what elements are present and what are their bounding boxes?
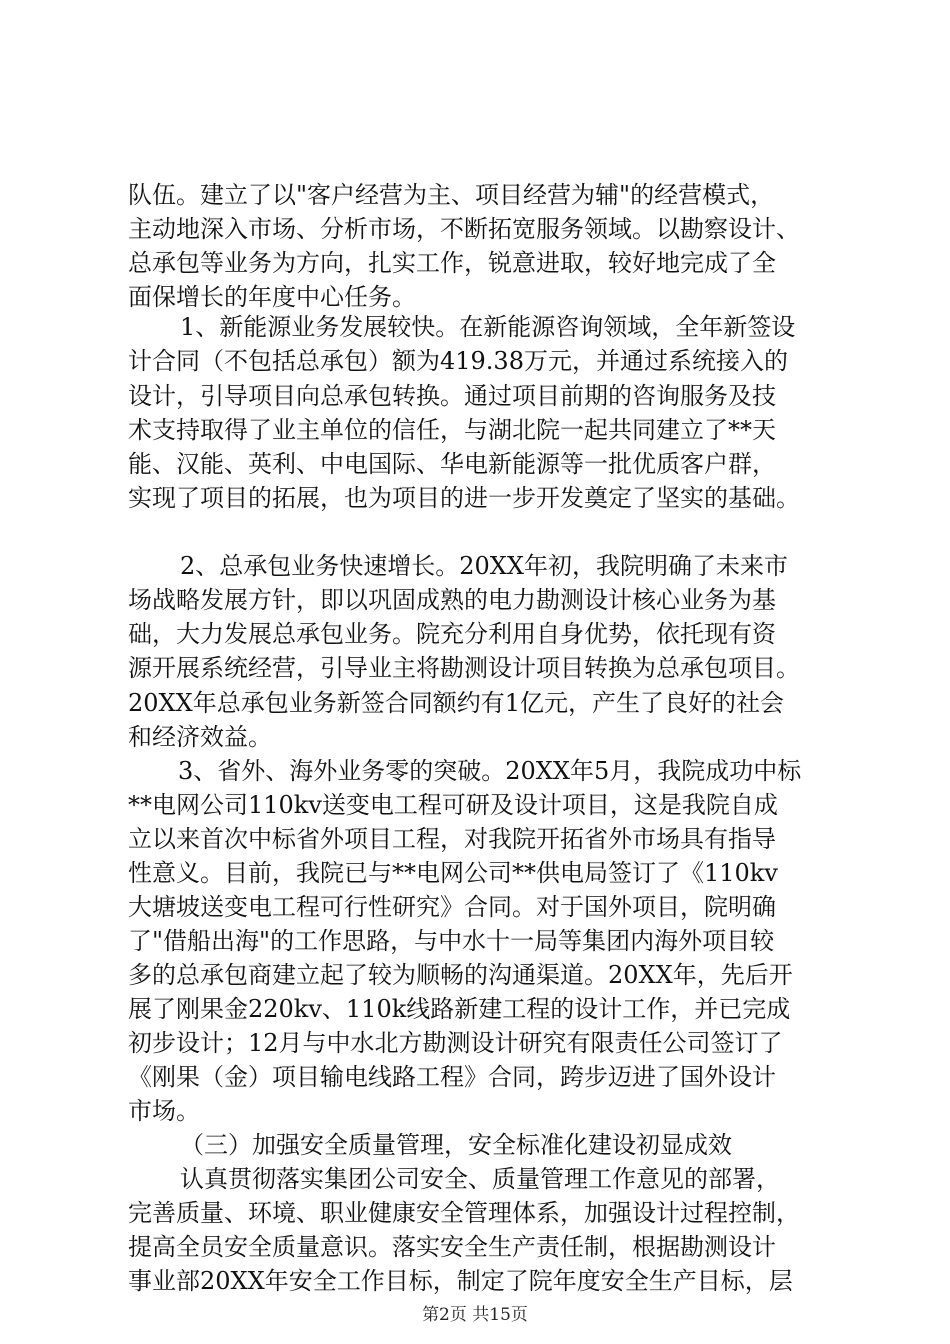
text-line: 提高全员安全质量意识。落实安全生产责任制，根据勘测设计 (128, 1233, 776, 1261)
text-line: 立以来首次中标省外项目工程，对我院开拓省外市场具有指导 (128, 825, 776, 853)
text-line: 和经济效益。 (128, 723, 272, 751)
text-line: 3、省外、海外业务零的突破。20XX年5月，我院成功中标 (178, 757, 802, 785)
text-line: 能、汉能、英利、中电国际、华电新能源等一批优质客户群， (128, 450, 776, 478)
text-line: 展了刚果金220kv、110k线路新建工程的设计工作，并已完成 (128, 995, 791, 1023)
text-line: 1、新能源业务发展较快。在新能源咨询领域，全年新签设 (180, 313, 796, 341)
text-line: 实现了项目的拓展，也为项目的进一步开发奠定了坚实的基础。 (128, 484, 800, 512)
section-heading: （三）加强安全质量管理，安全标准化建设初显成效 (180, 1131, 732, 1159)
text-line: 础，大力发展总承包业务。院充分利用自身优势，依托现有资 (128, 620, 776, 648)
text-line: 主动地深入市场、分析市场，不断拓宽服务领域。以勘察设计、 (128, 215, 800, 243)
text-line: 认真贯彻落实集团公司安全、质量管理工作意见的部署， (180, 1165, 780, 1193)
text-line: 事业部20XX年安全工作目标，制定了院年度安全生产目标，层 (128, 1267, 793, 1295)
text-line: 大塘坡送变电工程可行性研究》合同。对于国外项目，院明确 (128, 893, 776, 921)
text-line: **电网公司110kv送变电工程可研及设计项目，这是我院自成 (128, 791, 778, 819)
text-line: 场战略发展方针，即以巩固成熟的电力勘测设计核心业务为基 (128, 586, 776, 614)
text-line: 了"借船出海"的工作思路，与中水十一局等集团内海外项目较 (128, 927, 775, 955)
text-line: 2、总承包业务快速增长。20XX年初，我院明确了未来市 (180, 552, 788, 580)
text-line: 市场。 (128, 1097, 200, 1125)
text-line: 设计，引导项目向总承包转换。通过项目前期的咨询服务及技 (128, 382, 776, 410)
text-line: 初步设计；12月与中水北方勘测设计研究有限责任公司签订了 (128, 1029, 783, 1057)
text-line: 计合同（不包括总承包）额为419.38万元，并通过系统接入的 (128, 347, 788, 375)
text-line: 总承包等业务为方向，扎实工作，锐意进取，较好地完成了全 (128, 249, 776, 277)
text-line: 源开展系统经营，引导业主将勘测设计项目转换为总承包项目。 (128, 654, 800, 682)
text-line: 队伍。建立了以"客户经营为主、项目经营为辅"的经营模式， (128, 181, 775, 209)
text-line: 性意义。目前，我院已与**电网公司**供电局签订了《110kv (128, 859, 778, 887)
text-line: 面保增长的年度中心任务。 (128, 283, 416, 311)
text-line: 多的总承包商建立起了较为顺畅的沟通渠道。20XX年，先后开 (128, 961, 793, 989)
text-line: 20XX年总承包业务新签合同额约有1亿元，产生了良好的社会 (128, 689, 784, 717)
text-line: 术支持取得了业主单位的信任，与湖北院一起共同建立了**天 (128, 416, 776, 444)
text-line: 《刚果（金）项目输电线路工程》合同，跨步迈进了国外设计 (128, 1063, 776, 1091)
text-line: 完善质量、环境、职业健康安全管理体系，加强设计过程控制， (128, 1199, 800, 1227)
page-number-footer: 第2页 共15页 (422, 1305, 528, 1325)
